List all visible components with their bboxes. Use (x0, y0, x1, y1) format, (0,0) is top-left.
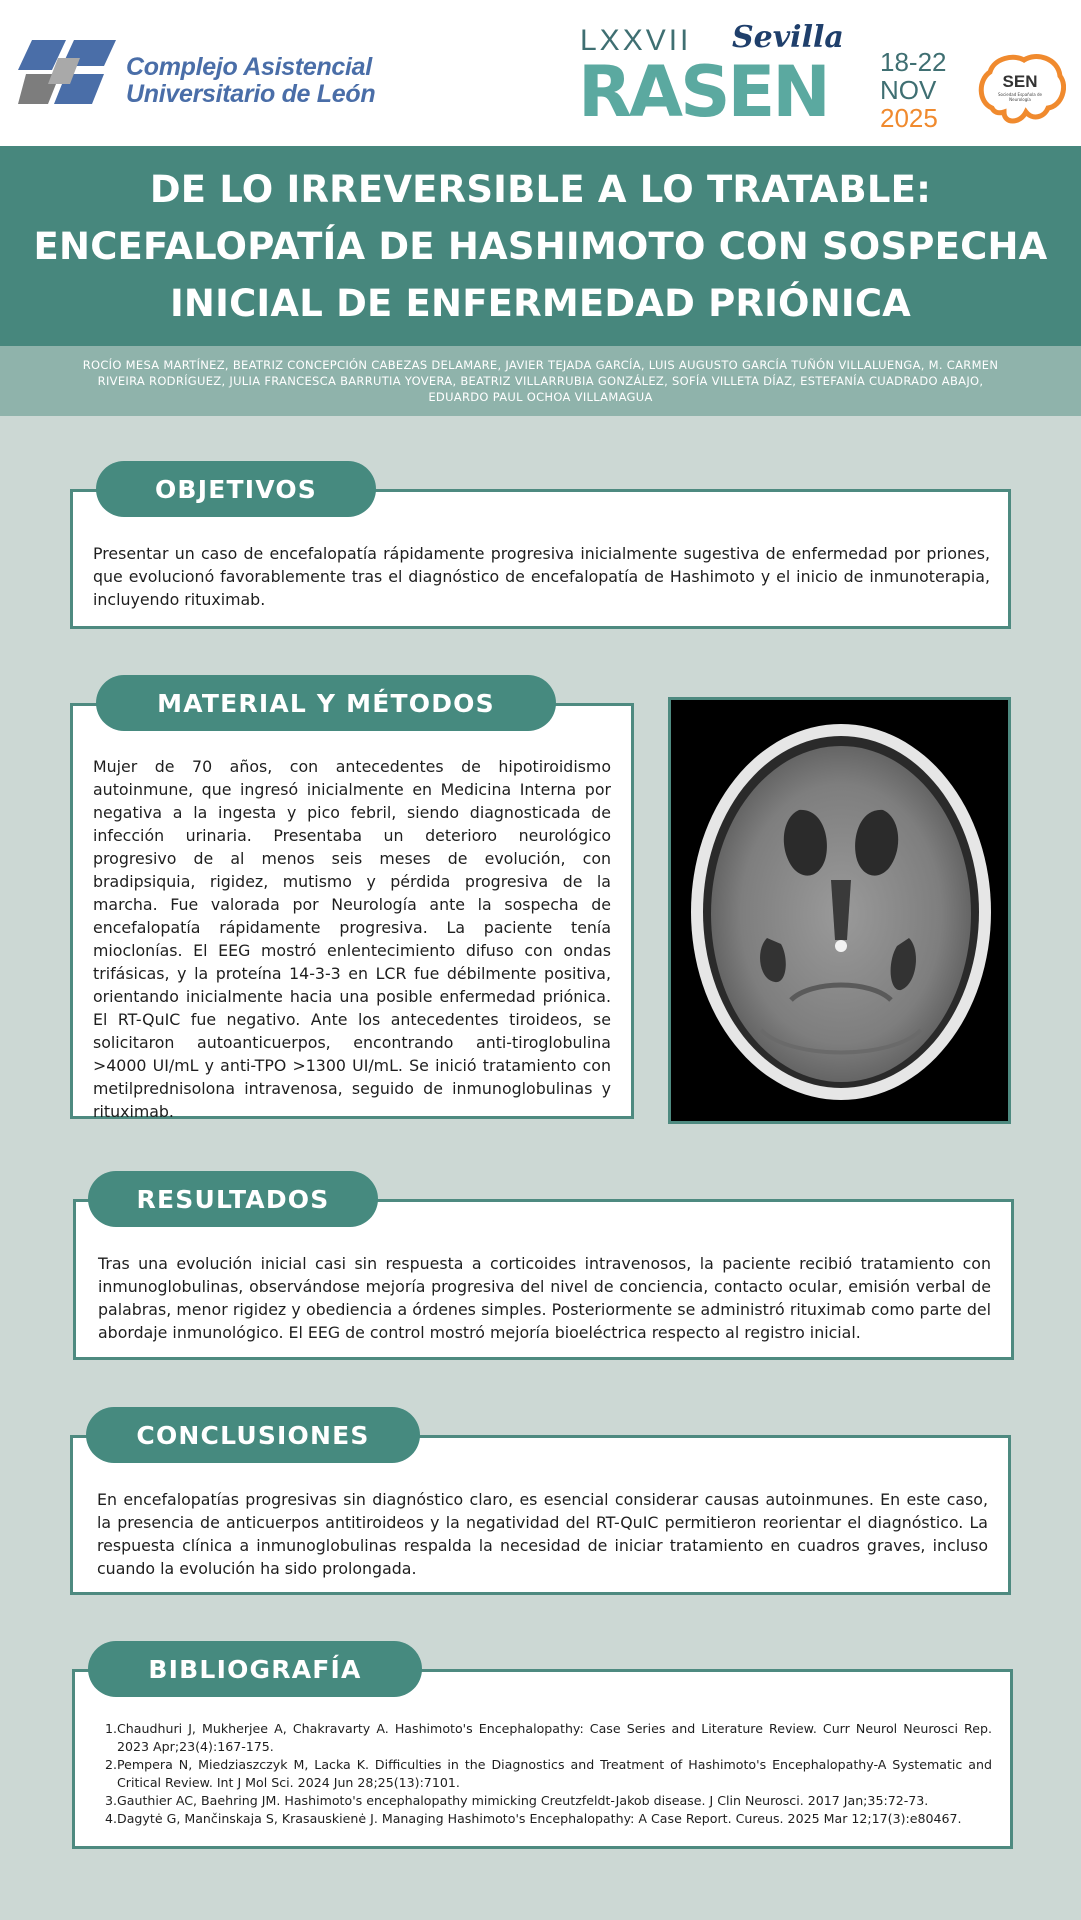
conclusiones-text: En encefalopatías progresivas sin diagnóstico claro, es esencial considerar causas autoinmunes. En este caso, la presencia de anticuerpos antitiroideos y la negatividad del RT-QuIC permitieron reorientar el diagnóstico. La respuesta clínica a inmunoglobulinas respalda la necesidad de iniciar tratamiento en cuadros graves, incluso cuando la evolución ha sido prolongada. (97, 1490, 988, 1578)
caul-logo (18, 38, 378, 110)
society-abbr: SEN (1002, 72, 1038, 91)
title-line3: INICIAL DE ENFERMEDAD PRIÓNICA (169, 281, 912, 325)
congress-month: NOV (880, 75, 937, 105)
reference-item: 4.Dagytė G, Mančinskaja S, Krasauskienė J. Managing Hashimoto's Encephalopathy: A Case Report. Cureus. 2025 Mar 12;17(3):e80467. (105, 1811, 962, 1826)
congress-days: 18-22 (880, 47, 947, 77)
resultados-heading: RESULTADOS (88, 1171, 378, 1227)
poster-title (34, 161, 1048, 332)
brain-ct-scan-icon (671, 700, 1008, 1121)
congress-logo (578, 20, 947, 133)
congress-number: LXXVII (580, 24, 692, 57)
title-band (0, 146, 1081, 346)
institution-line1: Complejo Asistencial (126, 53, 372, 81)
congress-year: 2025 (880, 103, 938, 133)
reference-item: 2.Pempera N, Miedziaszczyk M, Lacka K. Difficulties in the Diagnostics and Treatment of Hashimoto's Encephalopathy-A Systematic and Critical Review. Int J Mol Sci. 2024 Jun 28;25(13):7101. (105, 1757, 992, 1790)
references-list (105, 1720, 992, 1828)
conclusiones-heading: CONCLUSIONES (86, 1407, 420, 1463)
objetivos-text: Presentar un caso de encefalopatía rápidamente progresiva inicialmente sugestiva de enfermedad por priones, que evolucionó favorablemente tras el diagnóstico de encefalopatía de Hashimoto y el inicio de inmunoterapia, incluyendo rituximab. (93, 544, 990, 609)
authors-list: ROCÍO MESA MARTÍNEZ, BEATRIZ CONCEPCIÓN CABEZAS DELAMARE, JAVIER TEJADA GARCÍA, LUIS AUGUSTO GARCÍA TUÑÓN VILLALUENGA, M. CARMEN RIVEIRA RODRÍGUEZ, JULIA FRANCESCA BARRUTIA YOVERA, BEATRIZ VILLARRUBIA GONZÁLEZ, SOFÍA VILLETA DÍAZ, ESTEFANÍA CUADRADO ABAJO, EDUARDO PAUL OCHOA VILLAMAGUA (82, 358, 999, 404)
metodos-heading: MATERIAL Y MÉTODOS (96, 675, 556, 731)
congress-name: RASEN (578, 51, 828, 133)
society-name: Sociedad Española de Neurología (998, 92, 1042, 102)
sen-logo (974, 50, 1066, 132)
header-band (0, 0, 1081, 146)
bibliografia-heading: BIBLIOGRAFÍA (88, 1641, 422, 1697)
metodos-text: Mujer de 70 años, con antecedentes de hipotiroidismo autoinmune, que ingresó inicialmente en Medicina Interna por negativa a la ingesta y pico febril, siendo diagnosticada de infección urinaria. Presentaba un deterioro neurológico progresivo de al menos seis meses de evolución, con bradipsiquia, rigidez, mutismo y pérdida progresiva de la marcha. Fue valorada por Neurología ante la sospecha de encefalopatía rápidamente progresiva. La paciente tenía mioclonías. El EEG mostró enlentecimiento difuso con ondas trifásicas, y la proteína 14-3-3 en LCR fue débilmente positiva, orientando inicialmente hacia una posible enfermedad priónica. El RT-QuIC fue negativo. Ante los antecedentes tiroideos, se solicitaron autoanticuerpos, encontrando anti-tiroglobulina >4000 UI/mL y anti-TPO >1300 UI/mL. Se inició tratamiento con metilprednisolona intravenosa, seguido de inmunoglobulinas y rituximab. (93, 757, 611, 1121)
brain-ct-image (668, 697, 1011, 1124)
authors-band (0, 346, 1081, 416)
reference-item: 1.Chaudhuri J, Mukherjee A, Chakravarty A. Hashimoto's Encephalopathy: Case Series and Literature Review. Curr Neurol Neurosci Rep. 2023 Apr;23(4):167-175. (105, 1721, 992, 1754)
title-line1: DE LO IRREVERSIBLE A LO TRATABLE: (149, 167, 932, 211)
metodos-box (70, 703, 634, 1119)
institution-line2: Universitario de León (126, 80, 376, 108)
congress-date (880, 48, 960, 132)
objetivos-heading: OBJETIVOS (96, 461, 376, 517)
resultados-text: Tras una evolución inicial casi sin respuesta a corticoides intravenosos, la paciente recibió tratamiento con inmunoglobulinas, observándose mejoría progresiva del nivel de conciencia, contacto ocular, emisión verbal de palabras, menor rigidez y obediencia a órdenes simples. Posteriormente se administró rituximab como parte del abordaje inmunológico. El EEG de control mostró mejoría bioeléctrica respecto al registro inicial. (98, 1254, 991, 1342)
institution-name (126, 54, 375, 108)
caul-logo-mark-icon (18, 40, 120, 104)
congress-city: Sevilla (732, 20, 844, 55)
title-line2: ENCEFALOPATÍA DE HASHIMOTO CON SOSPECHA (33, 224, 1048, 268)
reference-item: 3.Gauthier AC, Baehring JM. Hashimoto's encephalopathy mimicking Creutzfeldt-Jakob disease. J Clin Neurosci. 2017 Jan;35:72-73. (105, 1793, 929, 1808)
